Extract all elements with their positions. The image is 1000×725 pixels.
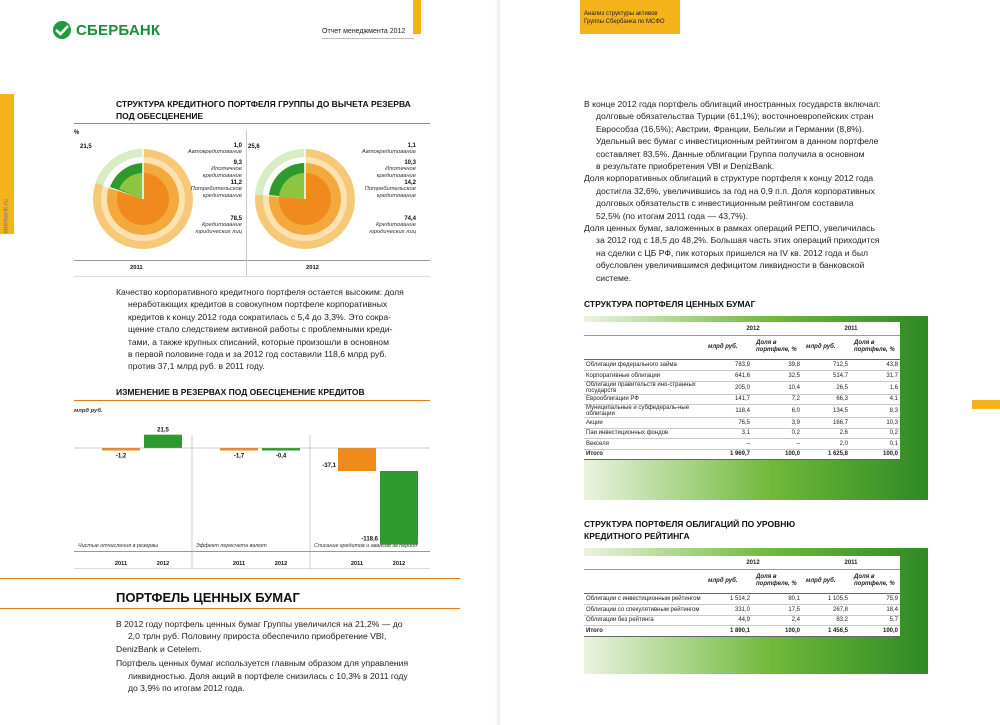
legend-item: 11,2 Потребительское кредитование — [190, 180, 242, 199]
bar-year-label: 2011 — [114, 561, 128, 567]
table1-col-head: млрд руб. — [708, 344, 738, 350]
row-value: 1 625,8 — [802, 449, 850, 460]
row-label: Векселя — [584, 439, 704, 450]
bar-year-label: 2011 — [350, 561, 364, 567]
row-value: 3,1 — [704, 428, 752, 439]
row-value: 0,2 — [752, 428, 802, 439]
table2-year-2012: 2012 — [746, 560, 760, 566]
row-value: 100,0 — [752, 449, 802, 460]
pie-section-title: СТРУКТУРА КРЕДИТНОГО ПОРТФЕЛЯ ГРУППЫ ДО ВЫЧЕТА РЕЗЕРВА ПОД ОБЕСЦЕНЕНИЕ — [116, 99, 411, 121]
pie-unit: % — [74, 130, 80, 136]
row-value: 76,5 — [704, 418, 752, 429]
row-value: 43,8 — [850, 360, 900, 371]
table2-year-2011: 2011 — [844, 560, 858, 566]
row-value: 100,0 — [850, 449, 900, 460]
row-value: 141,7 — [704, 394, 752, 405]
row-value: 134,5 — [802, 405, 850, 418]
row-value: 1 514,2 — [704, 594, 752, 605]
bar-2012 — [144, 435, 182, 448]
header-left-title: Отчет менеджмента 2012 — [322, 28, 406, 35]
bar-chart-title: ИЗМЕНЕНИЕ В РЕЗЕРВАХ ПОД ОБЕСЦЕНЕНИЕ КРЕДИТОВ — [116, 387, 365, 397]
table-row — [584, 626, 900, 637]
table1-col-head: Доля в портфеле, % — [756, 340, 797, 353]
legend-item: 74,4 Кредитование юридических лиц — [369, 216, 416, 235]
row-value: 783,9 — [704, 360, 752, 371]
row-value: 32,5 — [752, 371, 802, 382]
bar-value-label: 21,5 — [157, 427, 169, 434]
pie-2011-outer-value: 21,5 — [80, 144, 92, 150]
row-value: 1,6 — [850, 381, 900, 394]
table2-col-head: Доля в портфеле, % — [854, 574, 895, 587]
row-value: 1 969,7 — [704, 449, 752, 460]
table2-title: СТРУКТУРА ПОРТФЕЛЯ ОБЛИГАЦИЙ ПО УРОВНЮ КРЕДИТНОГО РЕЙТИНГА — [584, 519, 796, 541]
side-url[interactable]: sberbank.ru — [2, 199, 10, 234]
table-row — [584, 439, 900, 450]
row-value: 10,4 — [752, 381, 802, 394]
row-label: Корпоративные облигации — [584, 371, 704, 382]
quality-paragraph: Качество корпоративного кредитного портфеля остается высоким: доля неработающих кредитов в совокупном портфеле корпоративных кредитов к концу 2012 года сократилась с 5,4 до 3,3%. Это сокра- щение стало следствием активной работы с проблемными креди- тами, а также крупных списаний, которые произошли в основном в первой половине года и за 2012 год составили 118,6 млрд руб. против 37,1 млрд руб. в 2011 году. — [116, 287, 404, 372]
row-value: 100,0 — [850, 626, 900, 637]
row-value: 641,6 — [704, 371, 752, 382]
table-row — [584, 605, 900, 616]
bar-2011 — [220, 448, 258, 451]
pie-2012-legend — [350, 143, 416, 236]
table-row — [584, 418, 900, 429]
table1-body — [584, 360, 900, 460]
row-value: 514,7 — [802, 371, 850, 382]
bar-year-label: 2012 — [392, 561, 406, 567]
table-row — [584, 381, 900, 394]
table2-col-head: млрд руб. — [708, 578, 738, 584]
table1-title: СТРУКТУРА ПОРТФЕЛЯ ЦЕННЫХ БУМАГ — [584, 299, 756, 309]
row-value: 10,3 — [850, 418, 900, 429]
row-value: 118,4 — [704, 405, 752, 418]
row-label: Облигации со спекулятивным рейтингом — [584, 605, 704, 616]
row-value: 0,2 — [850, 428, 900, 439]
bar-year-label: 2012 — [274, 561, 288, 567]
row-value: 712,5 — [802, 360, 850, 371]
header-right-title: Анализ структуры активов Группы Сбербанка по МСФО — [584, 11, 665, 25]
pie-year-2011: 2011 — [130, 265, 143, 271]
sberbank-logo-icon — [52, 20, 72, 40]
pie-2011-legend — [176, 143, 242, 236]
row-label: Еврооблигации РФ — [584, 394, 704, 405]
table1-year-2012: 2012 — [746, 326, 760, 332]
row-value: 75,9 — [850, 594, 900, 605]
row-label: Облигации федерального займа — [584, 360, 704, 371]
table-row — [584, 394, 900, 405]
row-value: 1 105,5 — [802, 594, 850, 605]
bar-title-rule — [74, 400, 430, 401]
row-value: 2,4 — [752, 615, 802, 626]
bar-chart-unit: млрд руб. — [74, 408, 103, 414]
table2-col-head: Доля в портфеле, % — [756, 574, 797, 587]
legend-item: 10,3 Ипотечное кредитование — [376, 160, 416, 179]
bar-2011 — [102, 448, 140, 451]
bar-value-label: -118,6 — [361, 536, 378, 543]
row-value: 26,5 — [802, 381, 850, 394]
table-row — [584, 428, 900, 439]
row-label: Итого — [584, 449, 704, 460]
row-value: 7,2 — [752, 394, 802, 405]
bar-years-rule — [74, 568, 430, 569]
table2-body — [584, 594, 900, 637]
pie-title-rule — [74, 123, 430, 124]
table-row — [584, 594, 900, 605]
row-value: 100,0 — [752, 626, 802, 637]
row-value: 3,9 — [752, 418, 802, 429]
row-value: – — [704, 439, 752, 450]
table-row — [584, 615, 900, 626]
legend-item: 9,3 Ипотечное кредитование — [202, 160, 242, 179]
row-label: Итого — [584, 626, 704, 637]
row-label: Облигации с инвестиционным рейтингом — [584, 594, 704, 605]
bar-group-label: Чистые отчисления в резервы — [78, 543, 159, 549]
row-label: Паи инвестиционных фондов — [584, 428, 704, 439]
row-value: 6,0 — [752, 405, 802, 418]
bar-2012 — [262, 448, 300, 451]
table2-col-head: млрд руб. — [806, 578, 836, 584]
right-page — [500, 0, 1000, 725]
bar-value-label: -0,4 — [275, 453, 287, 460]
table-row — [584, 449, 900, 460]
row-value: 31,7 — [850, 371, 900, 382]
bar-group-label: Эффект пересчета валют — [196, 543, 267, 549]
securities-top-rule — [0, 578, 460, 579]
pie-year-2012: 2012 — [306, 265, 319, 271]
row-label: Муниципальные и субфедераль-ные облигации — [584, 405, 704, 418]
row-value: 83,2 — [802, 615, 850, 626]
sberbank-logo[interactable] — [52, 20, 160, 40]
legend-item: 1,0 Автокредитование — [187, 143, 242, 155]
bar-bottom-rule — [74, 551, 430, 552]
bar-group-label: Списание кредитов и авансов за период — [314, 543, 418, 549]
table-row — [584, 405, 900, 418]
row-value: 8,3 — [850, 405, 900, 418]
bar-value-label: -1,2 — [115, 453, 127, 460]
table1 — [584, 322, 900, 460]
legend-item: 14,2 Потребительское кредитование — [364, 180, 416, 199]
row-label: Акции — [584, 418, 704, 429]
row-value: 4,1 — [850, 394, 900, 405]
pie-years-rule — [74, 276, 430, 277]
row-value: 17,5 — [752, 605, 802, 616]
row-value: 0,1 — [850, 439, 900, 450]
row-value: 205,0 — [704, 381, 752, 394]
table1-col-head: Доля в портфеле, % — [854, 340, 895, 353]
securities-title-rule — [0, 608, 460, 609]
row-label: Облигации без рейтинга — [584, 615, 704, 626]
header-divider — [322, 38, 414, 39]
legend-item: 78,5 Кредитование юридических лиц — [195, 216, 242, 235]
bar-2011 — [338, 448, 376, 471]
row-value: 2,6 — [802, 428, 850, 439]
row-value: 1 456,5 — [802, 626, 850, 637]
row-value: 267,8 — [802, 605, 850, 616]
securities-paragraph: В 2012 году портфель ценных бумаг Группы увеличился на 21,2% — до 2,0 трлн руб. Половину прироста обеспечило приобретение VBI, DenizBank и Cetelem. Портфель ценных бумаг используется главным образом для управления ликвидностью. Доля акций в портфеле снизилась с 10,3% в 2011 году до 3,9% по итогам 2012 года. — [116, 619, 409, 694]
table1-col-head: млрд руб. — [806, 344, 836, 350]
legend-item: 1,1 Автокредитование — [361, 143, 416, 155]
bar-value-label: -1,7 — [233, 453, 245, 460]
bar-year-label: 2011 — [232, 561, 246, 567]
row-label: Облигации правительств ино-странных государств — [584, 381, 704, 394]
right-side-tab — [972, 400, 1000, 409]
pie-2012-outer-value: 25,6 — [248, 144, 260, 150]
right-text: В конце 2012 года портфель облигаций иностранных государств включал: долговые обязательства Турции (61,1%); восточноевропейских стран Еврособза (16,5%); Австрии, Франции, Бельгии и Германии (8,8%). Удельный вес бумаг с инвестиционным рейтингом в данном портфеле составляет 83,5%. Данные облигации Группа получила в основном в результате приобретения VBI и DenizBank. Доля корпоративных облигаций в структуре портфеля к концу 2012 года достигла 32,6%, увеличившись за год на 0,9 п.п. Доля корпоративных долговых обязательств с инвестиционным рейтингом составила 52,5% (по итогам 2011 года — 43,7%). Доля ценных бумаг, заложенных в рамках операций РЕПО, увеличилась за 2012 год с 18,5 до 48,2%. Большая часть этих операций приходится на сделки с ЦБ РФ, пик которых пришелся на IV кв. 2012 года и был обусловлен увеличившимся дефицитом ликвидности в банковской системе. — [584, 99, 881, 283]
row-value: 80,1 — [752, 594, 802, 605]
row-value: 18,4 — [850, 605, 900, 616]
brand-name: СБЕРБАНК — [76, 21, 161, 39]
provisions-bar-chart — [74, 405, 430, 575]
table-row — [584, 371, 900, 382]
securities-title: ПОРТФЕЛЬ ЦЕННЫХ БУМАГ — [116, 590, 300, 605]
row-value: 5,7 — [850, 615, 900, 626]
row-value: – — [752, 439, 802, 450]
row-value: 66,3 — [802, 394, 850, 405]
bar-year-label: 2012 — [156, 561, 170, 567]
row-value: 1 890,1 — [704, 626, 752, 637]
table-row — [584, 360, 900, 371]
row-value: 166,7 — [802, 418, 850, 429]
table1-year-2011: 2011 — [844, 326, 858, 332]
row-value: 2,0 — [802, 439, 850, 450]
bar-2012 — [380, 471, 418, 545]
pie-bottom-rule — [74, 260, 430, 261]
bar-value-label: -37,1 — [322, 463, 336, 470]
table2 — [584, 556, 900, 637]
row-value: 44,9 — [704, 615, 752, 626]
header-yellow-bar — [413, 0, 421, 34]
row-value: 39,8 — [752, 360, 802, 371]
row-value: 331,0 — [704, 605, 752, 616]
pie-year-divider — [246, 130, 247, 276]
